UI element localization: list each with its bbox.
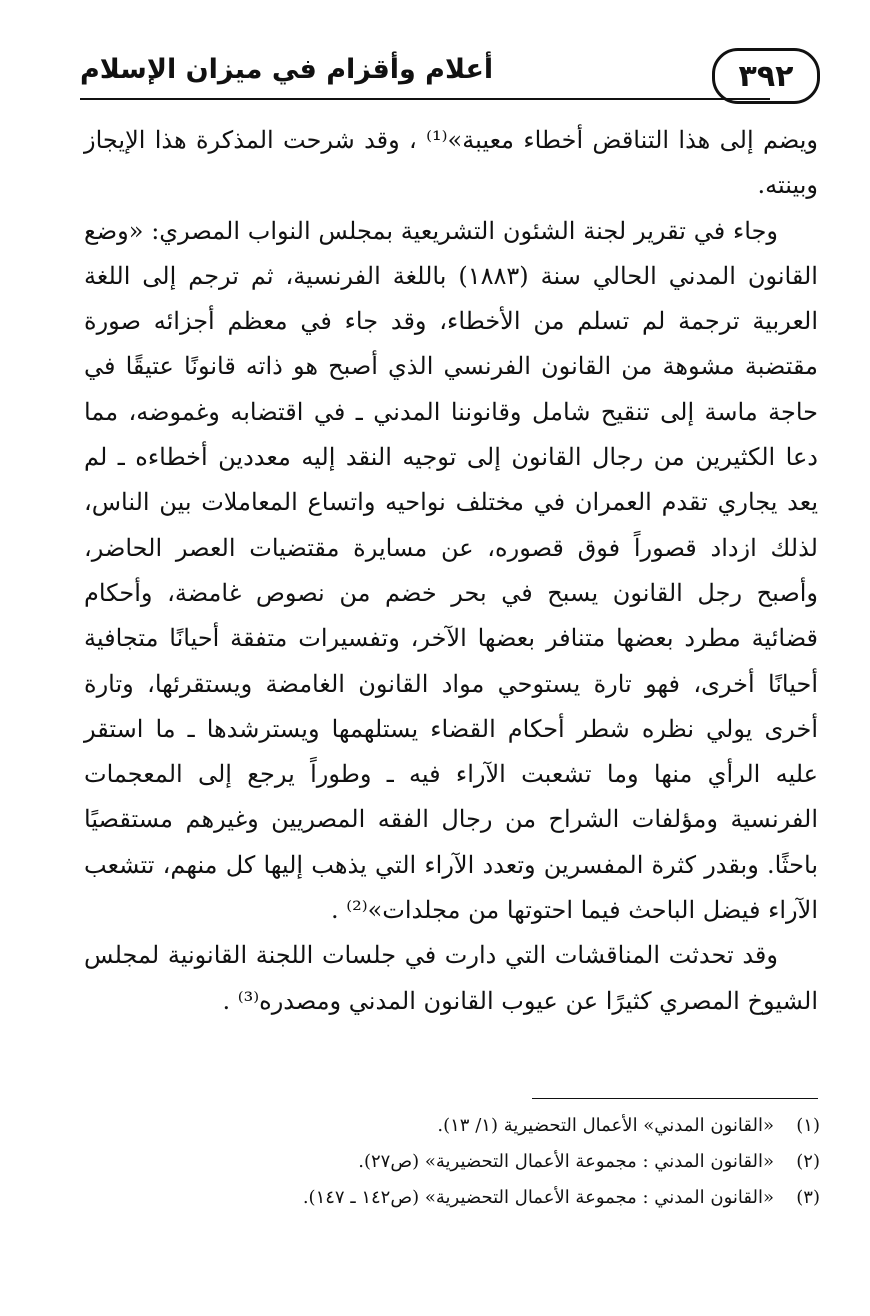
footnote-1 (80, 1108, 820, 1144)
footnote-divider (532, 1098, 818, 1099)
footnote-number: (٢) (796, 1151, 820, 1172)
footnote-text: «القانون المدني : مجموعة الأعمال التحضيرية» (ص٢٧). (358, 1151, 774, 1172)
footnotes (80, 1108, 820, 1216)
paragraph-3: وقد تحدثت المناقشات التي دارت في جلسات اللجنة القانونية لمجلس الشيوخ المصري كثيرًا عن عيوب القانون المدني ومصدره⁽³⁾ . (84, 941, 818, 1015)
footnote-2 (80, 1144, 820, 1180)
paragraph-2: وجاء في تقرير لجنة الشئون التشريعية بمجلس النواب المصري: «وضع القانون المدني الحالي سنة (١٨٨٣) باللغة الفرنسية، ثم ترجم إلى اللغة العربية ترجمة لم تسلم من الأخطاء، وقد جاء في معظم أجزائه صورة مقتضبة مشوهة من القانون الفرنسي الذي أصبح هو ذاته قانونًا عتيقًا في حاجة ماسة إلى تنقيح شامل وقانوننا المدني ـ في اقتضابه وغموضه، مما دعا الكثيرين من رجال القانون إلى توجيه النقد إليه معددين أخطاءه ـ لم يعد يجاري تقدم العمران في مختلف نواحيه واتساع المعاملات بين الناس، لذلك ازداد قصوراً فوق قصوره، عن مسايرة مقتضيات العصر الحاضر، وأصبح رجل القانون يسبح في بحر خضم من نصوص غامضة، وأحكام قضائية مطرد بعضها متنافر بعضها الآخر، وتفسيرات متفقة أحيانًا متجافية أحيانًا أخرى، فهو تارة يستوحي مواد القانون الغامضة ويستقرئها، وتارة أخرى يولي نظره شطر أحكام القضاء يستلهمها ويسترشدها ـ ما استقر عليه الرأي منها وما تشعبت الآراء فيه ـ وطوراً يرجع إلى المعجمات الفرنسية ومؤلفات الشراح من رجال الفقه المصريين وغيرهم مستقصيًا باحثًا. وبقدر كثرة المفسرين وتعدد الآراء التي يذهب إليها كل منهم، تتشعب الآراء فيضل الباحث فيما احتوتها من مجلدات»⁽²⁾ . (84, 216, 818, 925)
page-header (40, 40, 830, 110)
footnote-text: «القانون المدني : مجموعة الأعمال التحضيرية» (ص١٤٢ ـ ١٤٧). (302, 1187, 774, 1208)
body-text (84, 118, 818, 1024)
footnote-number: (٣) (796, 1187, 820, 1208)
page-number: ٣٩٢ (712, 48, 820, 104)
footnote-number: (١) (796, 1115, 820, 1136)
footnote-text: «القانون المدني» الأعمال التحضيرية (١/ ١٣). (437, 1115, 774, 1136)
footnote-3 (80, 1180, 820, 1216)
header-divider (80, 98, 770, 100)
running-title: أعلام وأقزام في ميزان الإسلام (80, 54, 494, 85)
paragraph-1: ويضم إلى هذا التناقض أخطاء معيبة»⁽¹⁾ ، وقد شرحت المذكرة هذا الإيجاز وبينته. (84, 126, 818, 200)
